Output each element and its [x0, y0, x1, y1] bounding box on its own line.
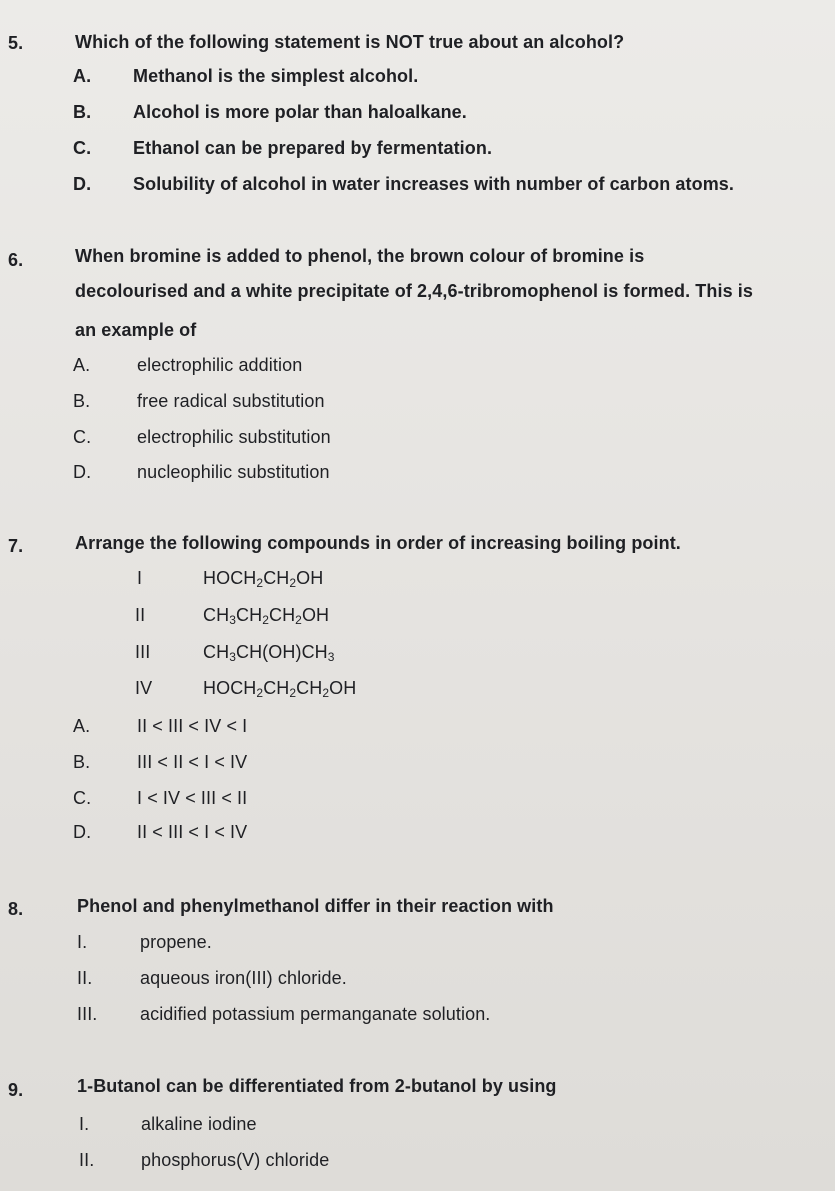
compound-formula: $HOCH_2CH_2CH_2OH$ [203, 678, 357, 700]
option-letter: II. [79, 1150, 95, 1170]
option-text: aqueous iron(III) chloride. [140, 968, 347, 988]
option-text: propene. [140, 932, 212, 952]
question-stem: Phenol and phenylmethanol differ in their reaction with [77, 896, 554, 916]
option-text: nucleophilic substitution [137, 462, 330, 482]
compound-formula: $CH_3CH(OH)CH_3$ [203, 642, 335, 664]
option-text: Methanol is the simplest alcohol. [133, 66, 419, 86]
option-text: Alcohol is more polar than haloalkane. [133, 102, 467, 122]
option-text: III < II < I < IV [137, 752, 248, 772]
question-stem: 1-Butanol can be differentiated from 2-butanol by using [77, 1076, 557, 1096]
option-text: Solubility of alcohol in water increases with number of carbon atoms. [133, 174, 735, 194]
option-text: Ethanol can be prepared by fermentation. [133, 138, 493, 158]
option-text: II < III < I < IV [137, 822, 248, 842]
option-letter: I. [79, 1114, 90, 1134]
option-letter: C. [73, 788, 92, 808]
option-text: acidified potassium permanganate solution. [140, 1004, 491, 1024]
question-stem-line: decolourised and a white precipitate of 2,4,6-tribromophenol is formed. This is [75, 281, 754, 301]
compound-formula: $HOCH_2CH_2OH$ [203, 568, 324, 590]
option-letter: B. [73, 391, 91, 411]
question-stem: Which of the following statement is NOT true about an alcohol? [75, 32, 625, 52]
compound-label: I [137, 568, 143, 588]
question-number: 8. [8, 899, 24, 919]
option-letter: B. [73, 752, 91, 772]
compound-formula: $CH_3CH_2CH_2OH$ [203, 605, 330, 627]
option-letter: D. [73, 822, 92, 842]
option-letter: III. [77, 1004, 98, 1024]
option-text: I < IV < III < II [137, 788, 248, 808]
option-letter: C. [73, 427, 92, 447]
option-letter: II. [77, 968, 93, 988]
question-number: 7. [8, 536, 24, 556]
compound-label: II [135, 605, 146, 625]
option-letter: B. [73, 102, 92, 122]
option-letter: A. [73, 716, 91, 736]
question-number: 5. [8, 33, 24, 53]
question-stem: Arrange the following compounds in order of increasing boiling point. [75, 533, 681, 553]
question-number: 9. [8, 1080, 24, 1100]
option-text: II < III < IV < I [137, 716, 248, 736]
compound-label: III [135, 642, 151, 662]
option-letter: D. [73, 462, 92, 482]
option-text: free radical substitution [137, 391, 325, 411]
question-stem-line: When bromine is added to phenol, the brown colour of bromine is [75, 246, 645, 266]
option-text: phosphorus(V) chloride [141, 1150, 330, 1170]
option-letter: C. [73, 138, 92, 158]
question-stem-line: an example of [75, 320, 197, 340]
option-letter: I. [77, 932, 88, 952]
option-text: electrophilic substitution [137, 427, 331, 447]
question-number: 6. [8, 250, 24, 270]
option-text: alkaline iodine [141, 1114, 257, 1134]
option-letter: A. [73, 355, 91, 375]
option-text: electrophilic addition [137, 355, 303, 375]
compound-label: IV [135, 678, 153, 698]
option-letter: A. [73, 66, 92, 86]
option-letter: D. [73, 174, 92, 194]
